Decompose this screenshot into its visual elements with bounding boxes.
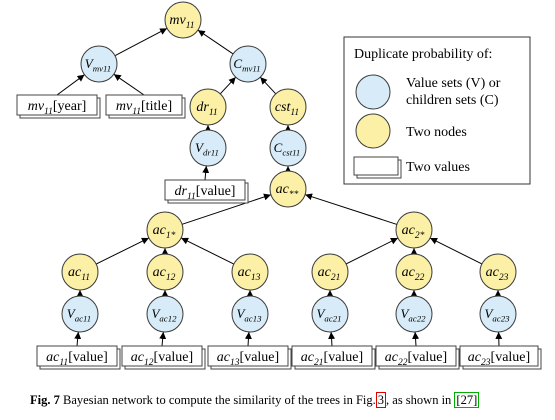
node-Vac12 (147, 296, 183, 332)
node-Vac11 (62, 296, 98, 332)
node-label: $ac_{13}$ (237, 265, 261, 283)
value-box-label: $ac_{22}[value]$ (384, 350, 448, 368)
caption-label: Fig. 7 (30, 393, 60, 407)
node-ac22 (396, 254, 432, 290)
edge-ac2star-to-acstar (305, 195, 397, 225)
node-label: $C_{cst11}$ (273, 140, 301, 158)
node-mv11 (165, 2, 201, 38)
node-ac13 (232, 254, 268, 290)
edge-b_ac22-to-Vac22 (415, 332, 416, 346)
caption-text: Bayesian network to compute the similarity of the trees in Fig. (62, 393, 376, 407)
node-label: $ac_{21}$ (317, 265, 341, 283)
node-label: $ac_{**}$ (275, 182, 299, 200)
node-label: $V_{mv11}$ (84, 56, 112, 74)
edge-ac23-to-ac2star (430, 238, 482, 264)
node-label: $dr_{11}$ (196, 100, 218, 118)
value-box-ac21 (292, 346, 375, 369)
edge-b_year-to-Vmv11 (57, 75, 85, 95)
value-box-title (106, 95, 185, 118)
figure-caption (30, 393, 550, 408)
value-box-label: $ac_{23}[value]$ (467, 350, 531, 368)
node-ac2star (396, 212, 432, 248)
edge-ac11-to-ac1star (96, 238, 149, 264)
edge-Vmv11-to-mv11 (115, 28, 167, 55)
value-box-label: $mv_{11}[year]$ (27, 99, 87, 117)
value-box-label: $ac_{13}[value]$ (216, 350, 280, 368)
node-label: $V_{ac22}$ (400, 306, 426, 324)
caption-fig-ref-link[interactable]: 3 (377, 393, 385, 407)
legend-box-label: Two values (406, 160, 470, 175)
node-label: $C_{mv11}$ (233, 56, 261, 74)
value-box-ac23 (460, 346, 541, 369)
value-box-ac13 (208, 346, 291, 369)
node-label: $ac_{22}$ (401, 265, 425, 283)
value-box-ac22 (376, 346, 459, 369)
value-box-label: $ac_{21}[value]$ (300, 350, 364, 368)
legend-yellow-label: Two nodes (406, 125, 467, 140)
value-box-ac11 (37, 346, 120, 369)
legend-title: Duplicate probability of: (354, 47, 493, 62)
legend-blue-line1: Value sets (V) or (406, 76, 501, 91)
node-label: $mv_{11}$ (169, 13, 195, 31)
node-dr11 (190, 89, 226, 125)
node-label: $V_{ac21}$ (316, 306, 342, 324)
node-Vac22 (396, 296, 432, 332)
value-box-label: $ac_{11}[value]$ (46, 350, 108, 368)
node-label: $V_{ac12}$ (151, 306, 177, 324)
node-label: $ac_{11}$ (67, 265, 91, 283)
node-ac23 (480, 254, 516, 290)
node-ac12 (147, 254, 183, 290)
node-label: $ac_{1*}$ (152, 223, 176, 241)
legend-box (354, 157, 398, 175)
legend-blue-line2: children sets (C) (406, 93, 499, 108)
edge-ac21-to-ac2star (346, 238, 398, 264)
node-Vac21 (312, 296, 348, 332)
node-label: $V_{ac11}$ (66, 306, 92, 324)
node-cst11 (270, 89, 306, 125)
edge-b_ac21-to-Vac21 (331, 332, 332, 346)
node-ac1star (147, 212, 183, 248)
node-label: $ac_{12}$ (152, 265, 176, 283)
edge-b_ac12-to-Vac12 (162, 332, 163, 346)
node-Vac13 (232, 296, 268, 332)
value-box-label: $mv_{11}[title]$ (115, 99, 173, 117)
edge-dr11-to-Cmv11 (220, 77, 235, 94)
node-label: $ac_{2*}$ (401, 223, 425, 241)
node-Vmv11 (81, 46, 117, 82)
edge-b_ac13-to-Vac13 (248, 332, 249, 346)
node-ac21 (312, 254, 348, 290)
legend (344, 37, 530, 184)
caption-citation-link[interactable]: [27] (456, 393, 478, 407)
node-Vac23 (480, 296, 516, 332)
caption-mid: , as shown in (386, 393, 452, 407)
value-box-label: $dr_{11}[value]$ (174, 184, 236, 202)
value-box-ac12 (122, 346, 205, 369)
node-label: $V_{ac13}$ (236, 306, 262, 324)
value-box-dr (165, 180, 248, 203)
node-Ccst11 (270, 130, 306, 166)
edge-b_ac11-to-Vac11 (77, 332, 78, 346)
edge-ac13-to-ac1star (181, 238, 234, 264)
legend-blue-circle (356, 75, 390, 109)
edge-Cmv11-to-mv11 (198, 30, 233, 54)
node-acstar (270, 171, 306, 207)
legend-yellow-circle (356, 114, 390, 148)
node-label: $V_{dr11}$ (195, 140, 219, 158)
node-ac11 (62, 254, 98, 290)
edge-b_dr-to-Vdr11 (205, 166, 206, 180)
node-label: $V_{ac23}$ (484, 306, 510, 324)
value-box-year (17, 95, 100, 118)
node-Cmv11 (230, 46, 266, 82)
node-label: $ac_{23}$ (485, 265, 509, 283)
node-Vdr11 (190, 130, 226, 166)
value-box-label: $ac_{12}[value]$ (130, 350, 194, 368)
edge-b_title-to-Vmv11 (114, 74, 144, 95)
edge-cst11-to-Cmv11 (260, 77, 275, 94)
node-label: cst$_{11}$ (274, 100, 300, 118)
